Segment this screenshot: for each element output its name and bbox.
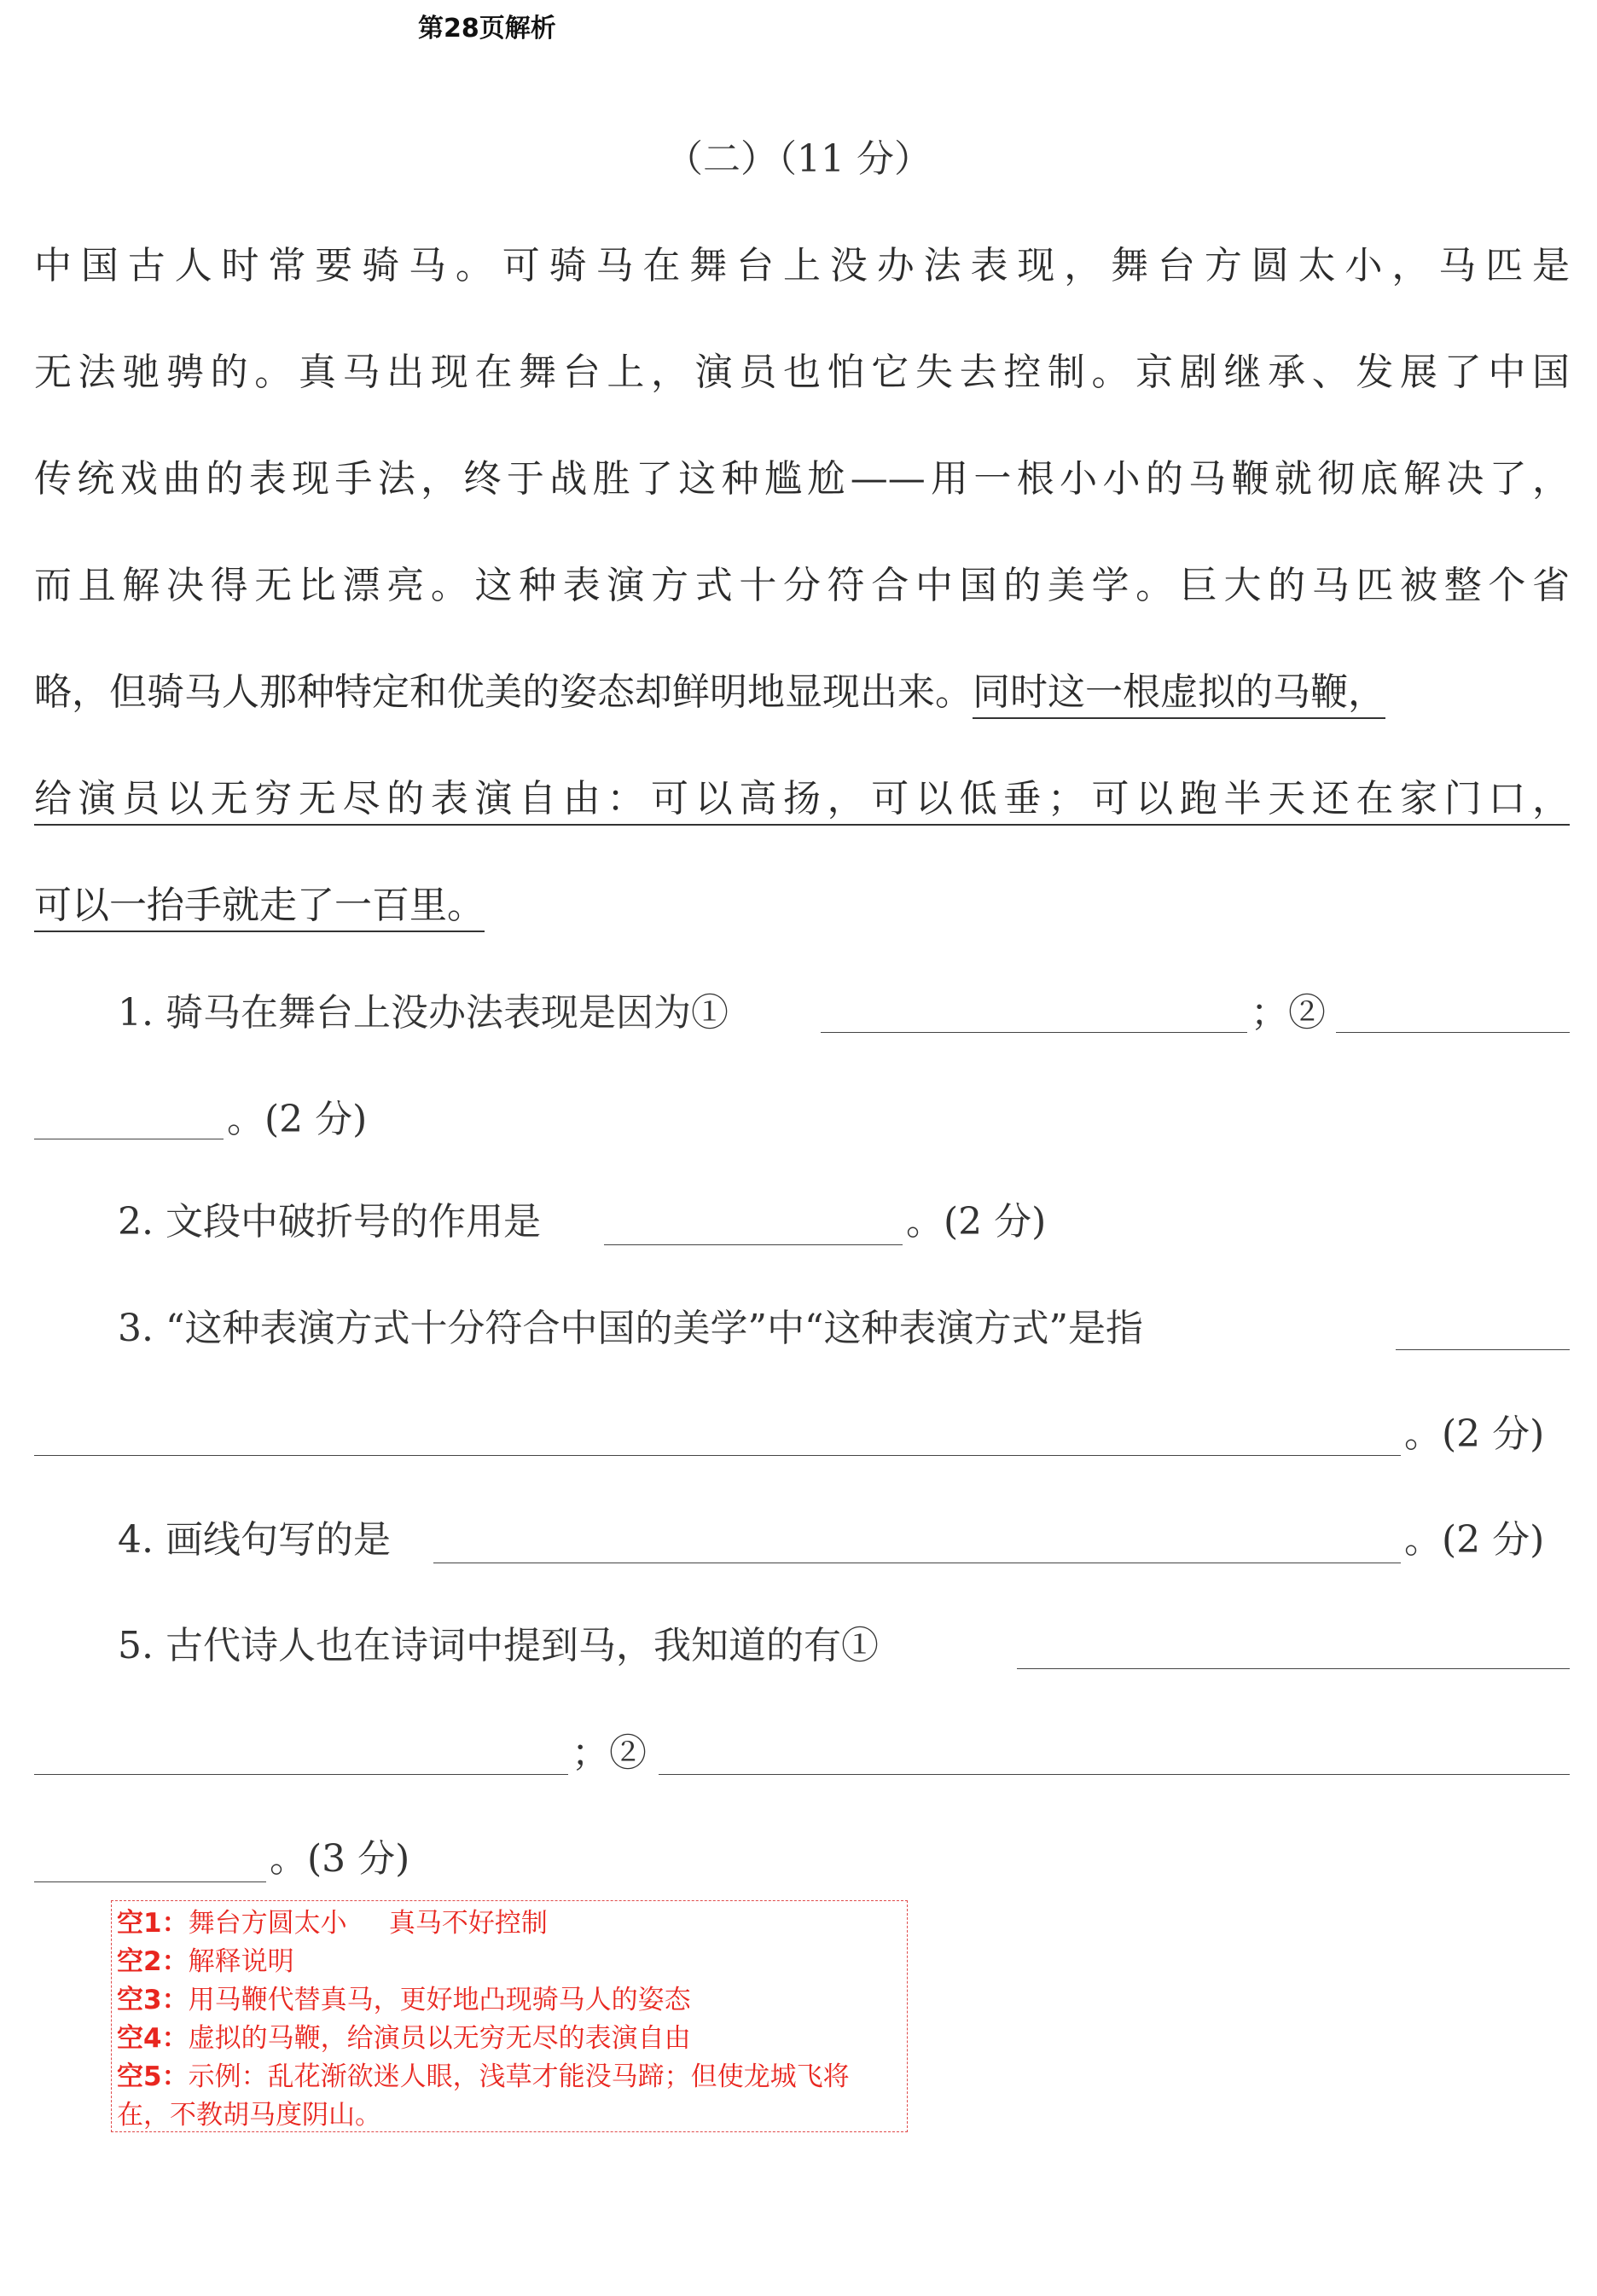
answer-label: 空1：: [117, 1908, 189, 1939]
answer-blank[interactable]: [1336, 1032, 1570, 1033]
question-5-score: 。(3 分): [270, 1837, 410, 1881]
question-1-score: 。(2 分): [227, 1098, 368, 1141]
passage-line: 而且解决得无比漂亮。这种表演方式十分符合中国的美学。巨大的马匹被整个省: [34, 564, 1570, 607]
answer-text: 示例：乱花渐欲迷人眼，浅草才能没马蹄；但使龙城飞将在，不教胡马度阴山。: [117, 2061, 850, 2131]
answer-blank[interactable]: [604, 1244, 903, 1245]
question-1-text: 1. 骑马在舞台上没办法表现是因为①: [118, 991, 729, 1035]
page-header: 第28页解析: [418, 14, 556, 43]
question-2-score: 。(2 分): [906, 1200, 1047, 1244]
question-5-separator: ；②: [572, 1731, 647, 1775]
answer-text: 解释说明: [188, 1946, 294, 1977]
answer-blank[interactable]: [34, 1881, 266, 1882]
answer-text: 虚拟的马鞭，给演员以无穷无尽的表演自由: [188, 2023, 691, 2054]
underlined-sentence: 可以一抬手就走了一百里。: [34, 884, 485, 932]
answer-row: [117, 1905, 902, 1943]
passage-line: 无法驰骋的。真马出现在舞台上，演员也怕它失去控制。京剧继承、发展了中国: [34, 351, 1570, 394]
answer-blank[interactable]: [1396, 1349, 1570, 1350]
passage-text: 略，但骑马人那种特定和优美的姿态却鲜明地显现出来。: [34, 670, 973, 714]
section-title: （二）（11 分）: [665, 137, 932, 181]
question-4-text: 4. 画线句写的是: [118, 1518, 391, 1562]
passage-line: 中国古人时常要骑马。可骑马在舞台上没办法表现，舞台方圆太小，马匹是: [34, 244, 1570, 287]
answer-label: 空5：: [117, 2061, 189, 2092]
answer-blank[interactable]: [34, 1774, 568, 1775]
answer-key-box: [111, 1900, 908, 2132]
answer-row: [117, 2058, 902, 2135]
passage-line: 传统戏曲的表现手法，终于战胜了这种尴尬——用一根小小的马鞭就彻底解决了，: [34, 457, 1570, 501]
answer-row: [117, 1981, 902, 2020]
answer-label: 空3：: [117, 1985, 189, 2015]
passage-line: [34, 774, 1570, 825]
question-1-separator: ；②: [1251, 991, 1326, 1035]
answer-row: [117, 1943, 902, 1981]
underlined-sentence: 给演员以无穷无尽的表演自由：可以高扬，可以低垂；可以跑半天还在家门口，: [34, 777, 1570, 826]
question-3-text: 3. “这种表演方式十分符合中国的美学”中“这种表演方式”是指: [118, 1307, 1143, 1350]
question-5-text: 5. 古代诗人也在诗词中提到马，我知道的有①: [118, 1624, 879, 1667]
question-3-score: 。(2 分): [1404, 1412, 1545, 1456]
answer-row: [117, 2020, 902, 2058]
answer-blank[interactable]: [821, 1032, 1247, 1033]
answer-text: 用马鞭代替真马，更好地凸现骑马人的姿态: [188, 1985, 691, 2015]
passage-line: [34, 880, 1570, 931]
answer-blank[interactable]: [1017, 1668, 1570, 1669]
answer-blank[interactable]: [659, 1774, 1570, 1775]
answer-label: 空2：: [117, 1946, 189, 1977]
underlined-sentence: 同时这一根虚拟的马鞭，: [973, 670, 1385, 719]
passage-line: [34, 667, 1570, 718]
answer-text: 舞台方圆太小 真马不好控制: [188, 1908, 548, 1939]
answer-label: 空4：: [117, 2023, 189, 2054]
question-2-text: 2. 文段中破折号的作用是: [118, 1200, 541, 1244]
answer-blank[interactable]: [34, 1455, 1401, 1456]
question-4-score: 。(2 分): [1404, 1518, 1545, 1562]
